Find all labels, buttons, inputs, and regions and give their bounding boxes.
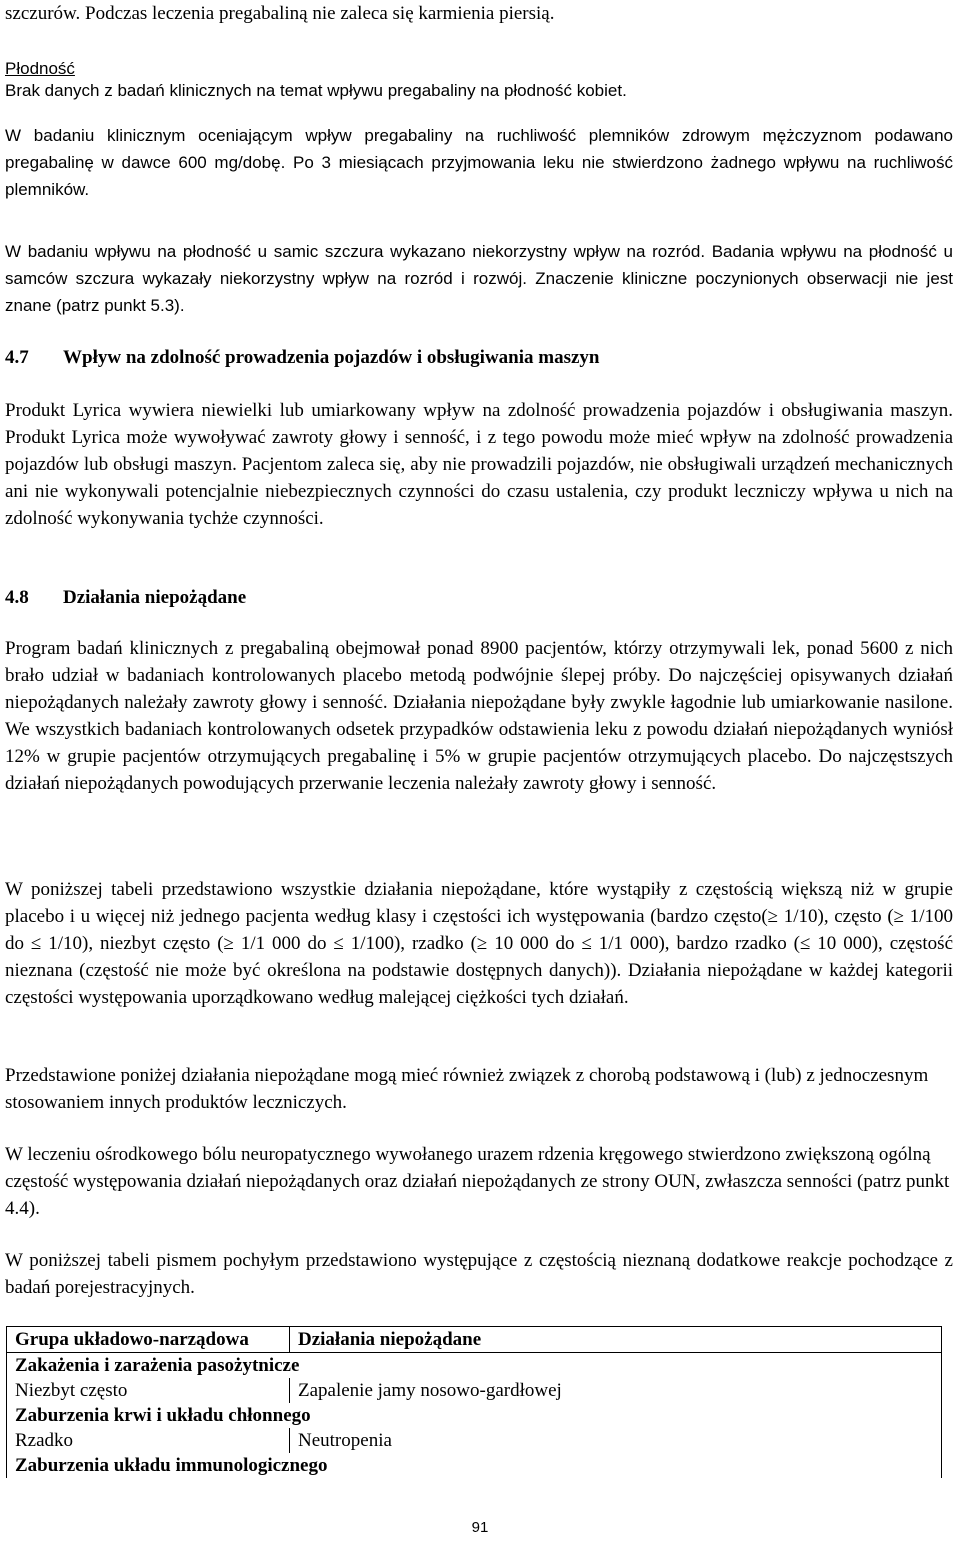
- paragraph-sperm-motility: W badaniu klinicznym oceniającym wpływ pregabaliny na ruchliwość plemników zdrowym mężczyznom podawano pregabalinę w dawce 600 mg/dobę. Po 3 miesiącach przyjmowania leku nie stwierdzono żadnego wpływu na ruchliwość plemników.: [5, 126, 953, 199]
- table-header-row: [7, 1327, 942, 1353]
- paragraph-rat-fertility: W badaniu wpływu na płodność u samic szczura wykazano niekorzystny wpływ na rozród. Badania wpływu na płodność u samców szczura wykazały niekorzystny wpływ na rozród i rozwój. Znaczenie kliniczne poczynionych obserwacji nie jest znane (patrz punkt 5.3).: [5, 242, 953, 315]
- paragraph-postmarketing-note: W poniższej tabeli pismem pochyłym przedstawiono występujące z częstością nieznaną dodatkowe reakcje pochodzące z badań porejestracyjnych.: [5, 1250, 953, 1298]
- adverse-reactions-table: [6, 1326, 942, 1478]
- organ-class-category: Zakażenia i zarażenia pasożytnicze: [7, 1353, 942, 1379]
- paragraph-fertility-women: Brak danych z badań klinicznych na temat wpływu pregabaliny na płodność kobiet.: [5, 81, 627, 100]
- table-row: [7, 1378, 942, 1403]
- section-heading-4-8: [5, 584, 953, 611]
- frequency-cell: Rzadko: [7, 1428, 290, 1453]
- table-row: [7, 1428, 942, 1453]
- paragraph-breastfeeding: szczurów. Podczas leczenia pregabaliną nie zaleca się karmienia piersią.: [5, 3, 555, 24]
- frequency-cell: Niezbyt często: [7, 1378, 290, 1403]
- reaction-cell: Zapalenie jamy nosowo-gardłowej: [290, 1378, 942, 1403]
- table-row-category: [7, 1353, 942, 1379]
- paragraph-clinical-program: Program badań klinicznych z pregabaliną obejmował ponad 8900 pacjentów, którzy otrzymywali lek, ponad 5600 z nich brało udział w badaniach kontrolowanych placebo metodą podwójnie ślepej próby. Do najczęściej opisywanych działań niepożądanych należały zawroty głowy i senność. Działania niepożądane były zwykle łagodnie lub umiarkowanie nasilone. We wszystkich badaniach kontrolowanych odsetek przypadków odstawienia leku z powodu działań niepożądanych wyniósł 12% w grupie pacjentów otrzymujących pregabalinę i 5% w grupie pacjentów otrzymujących placebo. Do najczęstszych działań niepożądanych powodujących przerwanie leczenia należały zawroty głowy i senność.: [5, 638, 953, 794]
- section-number: 4.8: [5, 587, 29, 608]
- column-header-organ-class: Grupa układowo-narządowa: [7, 1327, 290, 1353]
- section-title: Wpływ na zdolność prowadzenia pojazdów i obsługiwania maszyn: [63, 347, 600, 368]
- page-number: 91: [471, 1519, 489, 1536]
- table-row-category: [7, 1403, 942, 1428]
- section-title: Działania niepożądane: [63, 587, 247, 608]
- table-row-category: [7, 1453, 942, 1478]
- column-header-adverse-reactions: Działania niepożądane: [290, 1327, 942, 1353]
- paragraph-spinal-cord-injury: W leczeniu ośrodkowego bólu neuropatycznego wywołanego urazem rdzenia kręgowego stwierdzono zwiększoną ogólną częstość występowania działań niepożądanych oraz działań niepożądanych ze strony OUN, zwłaszcza senności (patrz punkt 4.4).: [5, 1144, 950, 1219]
- section-heading-4-7: [5, 344, 953, 371]
- reaction-cell: Neutropenia: [290, 1428, 942, 1453]
- fertility-heading: Płodność: [5, 59, 75, 78]
- section-number: 4.7: [5, 347, 29, 368]
- paragraph-frequency-table-intro: W poniższej tabeli przedstawiono wszystkie działania niepożądane, które wystąpiły z częstością większą niż w grupie placebo i u więcej niż jednego pacjenta według klasy i częstości ich występowania (bardzo często(≥ 1/10), często (≥ 1/100 do ≤ 1/10), niezbyt często (≥ 1/1 000 do ≤ 1/100), rzadko (≥ 10 000 do ≤ 1/1 000), bardzo rzadko (≤ 10 000), częstość nieznana (częstość nie może być określona na podstawie dostępnych danych)). Działania niepożądane w każdej kategorii częstości występowania uporządkowano według malejącej ciężkości tych działań.: [5, 879, 953, 1008]
- paragraph-underlying-disease: Przedstawione poniżej działania niepożądane mogą mieć również związek z chorobą podstawową i (lub) z jednoczesnym stosowaniem innych produktów leczniczych.: [5, 1065, 929, 1113]
- organ-class-category: Zaburzenia układu immunologicznego: [7, 1453, 942, 1478]
- paragraph-driving: Produkt Lyrica wywiera niewielki lub umiarkowany wpływ na zdolność prowadzenia pojazdów i obsługiwania maszyn. Produkt Lyrica może wywoływać zawroty głowy i senność, i z tego powodu może mieć wpływ na zdolność prowadzenia pojazdów lub obsługi maszyn. Pacjentom zaleca się, aby nie prowadzili pojazdów, nie obsługiwali urządzeń mechanicznych ani nie wykonywali potencjalnie niebezpiecznych czynności do czasu ustalenia, czy produkt leczniczy wpływa u nich na zdolność wykonywania tychże czynności.: [5, 400, 953, 529]
- organ-class-category: Zaburzenia krwi i układu chłonnego: [7, 1403, 942, 1428]
